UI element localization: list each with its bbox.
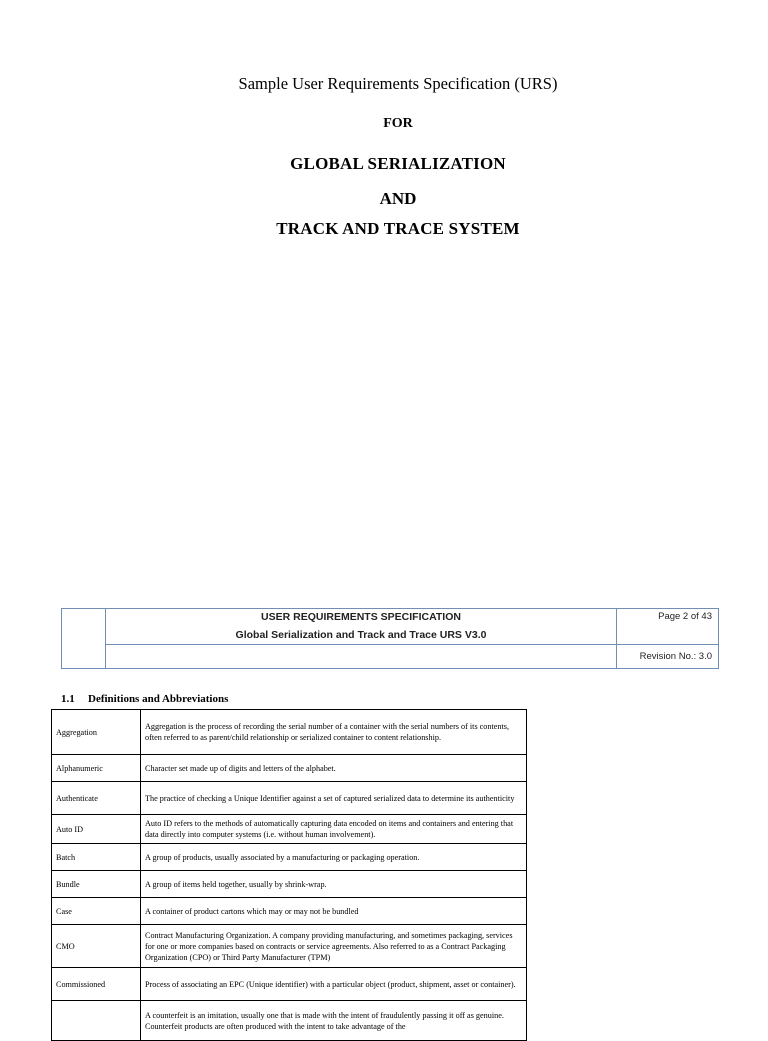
table-row [52,1001,527,1041]
definitions-table [51,709,527,1041]
term-cell: Case [52,898,141,925]
term-cell: Alphanumeric [52,755,141,782]
section-heading [61,693,228,705]
page-number: Page 2 of 43 [658,611,712,622]
header-revision-cell [617,645,718,668]
term-cell: Bundle [52,871,141,898]
definition-cell: Process of associating an EPC (Unique identifier) with a particular object (product, shipment, asset or container). [141,968,527,1001]
table-row [52,755,527,782]
definition-cell: A container of product cartons which may or may not be bundled [141,898,527,925]
cover-title: Sample User Requirements Specification (URS) [238,74,558,93]
cover-and: AND [379,189,417,208]
term-cell: Commissioned [52,968,141,1001]
header-title-cell [106,609,617,645]
table-row [52,815,527,844]
table-row [52,925,527,968]
header-subtitle: Global Serialization and Track and Trace URS V3.0 [235,629,487,641]
header-page-cell [617,609,718,645]
term-cell [52,1001,141,1041]
table-row [52,844,527,871]
definition-cell: Contract Manufacturing Organization. A company providing manufacturing, and sometimes packaging, services for one or more companies based on contracts or service agreements. Also referred to as a Contract Packaging Organization (CPO) or Third Party Manufacturer (TPM) [141,925,527,968]
section-number: 1.1 [61,693,75,705]
table-row [52,968,527,1001]
header-empty-cell [106,645,617,668]
definition-cell: A group of items held together, usually by shrink-wrap. [141,871,527,898]
definition-cell: A group of products, usually associated by a manufacturing or packaging operation. [141,844,527,871]
term-cell: Auto ID [52,815,141,844]
section-title: Definitions and Abbreviations [88,693,229,705]
page-header-table [61,608,719,669]
table-row [52,898,527,925]
definition-cell: Auto ID refers to the methods of automatically capturing data encoded on items and containers and entering that data directly into computer systems (i.e. without human involvement). [141,815,527,844]
table-row [52,871,527,898]
definition-cell: A counterfeit is an imitation, usually one that is made with the intent of fraudulently passing it off as genuine. Counterfeit products are often produced with the intent to take advantage of the [141,1001,527,1041]
definition-cell: Character set made up of digits and letters of the alphabet. [141,755,527,782]
header-title: USER REQUIREMENTS SPECIFICATION [261,611,461,623]
revision-number: Revision No.: 3.0 [639,651,712,662]
cover-subject-line1: GLOBAL SERIALIZATION [290,154,506,173]
term-cell: CMO [52,925,141,968]
term-cell: Authenticate [52,782,141,815]
table-row [52,782,527,815]
term-cell: Batch [52,844,141,871]
definition-cell: Aggregation is the process of recording the serial number of a container with the serial numbers of its contents, often referred to as parent/child relationship or serialized container to content relationship. [141,710,527,755]
table-row [52,710,527,755]
definition-cell: The practice of checking a Unique Identifier against a set of captured serialized data to determine its authenticity [141,782,527,815]
cover-for: FOR [383,116,413,131]
term-cell: Aggregation [52,710,141,755]
cover-subject-line2: TRACK AND TRACE SYSTEM [276,219,520,238]
header-logo-cell [62,609,106,668]
